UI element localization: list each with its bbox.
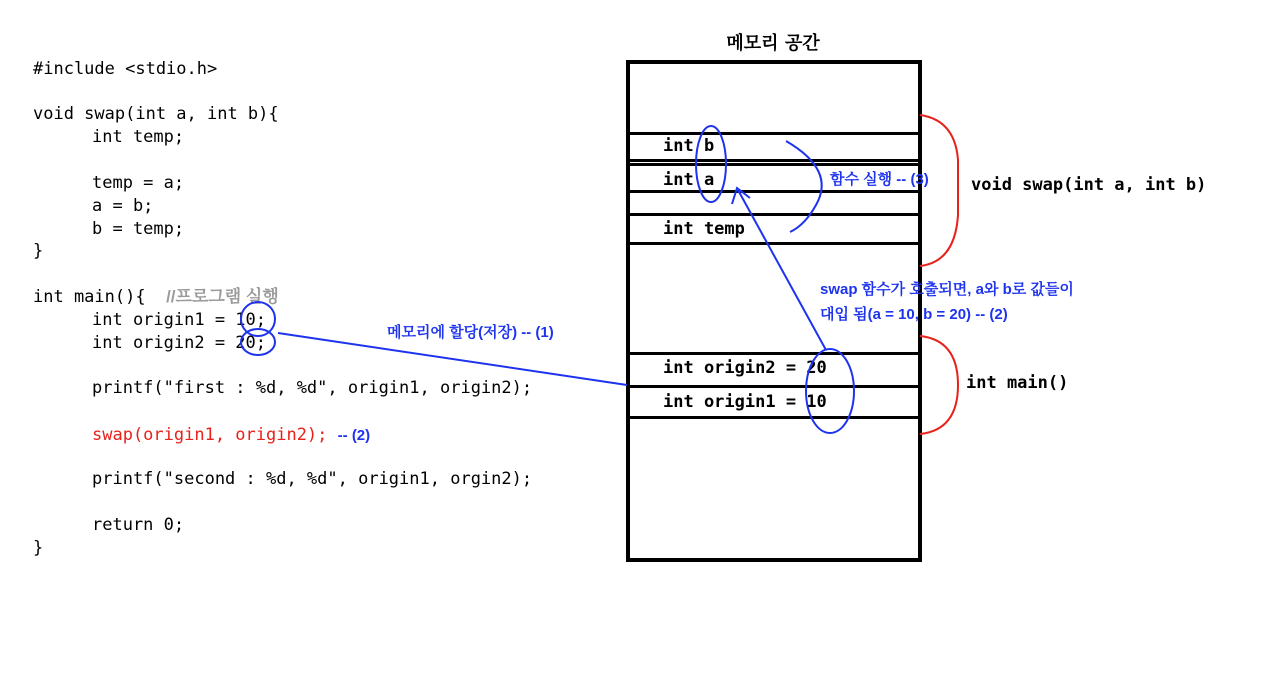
code-main-comment: //프로그램 실행	[166, 287, 279, 306]
swap-frame-bracket	[920, 115, 958, 266]
call-arrow-line	[738, 190, 826, 350]
exec-note: 함수 실행 -- (3)	[830, 171, 929, 188]
code-main-signature: int main(){	[33, 287, 146, 307]
slot-int-a: int a	[663, 170, 715, 190]
code-temp-declaration: int temp;	[92, 127, 185, 147]
code-temp-assign: temp = a;	[92, 173, 185, 193]
code-main-close: }	[33, 538, 44, 558]
slot-int-b: int b	[663, 136, 715, 156]
code-include: #include <stdio.h>	[33, 59, 218, 79]
memory-title: 메모리 공간	[726, 33, 820, 54]
frame-main-label: int main()	[966, 373, 1069, 393]
code-swap-call-note: -- (2)	[337, 427, 371, 444]
slot-int-origin1: int origin1 = 10	[663, 392, 827, 412]
circle-swap-params	[696, 126, 726, 202]
call-note-line2: 대입 됨(a = 10, b = 20) -- (2)	[820, 306, 1008, 323]
circle-origin2-value	[241, 329, 275, 355]
main-frame-bracket	[920, 336, 958, 434]
frame-swap-label: void swap(int a, int b)	[971, 175, 1207, 195]
slot-int-origin2: int origin2 = 20	[663, 358, 827, 378]
code-origin1-prefix: int origin1 =	[92, 310, 236, 330]
alloc-connector-line	[278, 333, 627, 385]
code-printf-second: printf("second : %d, %d", origin1, orgin2);	[92, 469, 533, 489]
code-origin1-value: 10	[235, 310, 256, 330]
alloc-note: 메모리에 할당(저장) -- (1)	[387, 324, 554, 341]
exec-arc	[786, 141, 822, 232]
code-swap-signature: void swap(int a, int b){	[33, 104, 279, 124]
code-a-assign: a = b;	[92, 196, 154, 216]
code-swap-close: }	[33, 241, 44, 261]
slot-int-temp: int temp	[663, 219, 745, 239]
code-origin1-suffix: ;	[255, 310, 267, 330]
circle-memory-values	[806, 349, 854, 433]
code-swap-call: swap(origin1, origin2);	[92, 425, 328, 445]
code-origin2-value: 20	[235, 333, 256, 353]
code-b-assign: b = temp;	[92, 219, 185, 239]
code-return: return 0;	[92, 515, 185, 535]
code-origin2-prefix: int origin2 =	[92, 333, 236, 353]
code-origin2-suffix: ;	[255, 333, 267, 353]
code-printf-first: printf("first : %d, %d", origin1, origin2);	[92, 378, 533, 398]
circle-origin1-value	[241, 302, 275, 336]
call-note-line1: swap 함수가 호출되면, a와 b로 값들이	[820, 281, 1074, 298]
